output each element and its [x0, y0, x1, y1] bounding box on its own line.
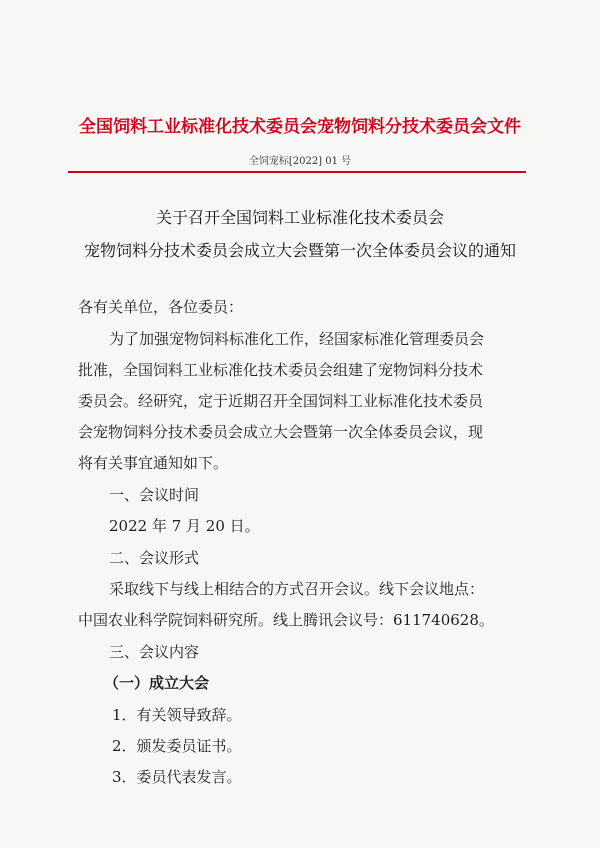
intro-line: 委员会。经研究，定于近期召开全国饲料工业标准化技术委员 — [78, 392, 484, 410]
intro-line: 批准，全国饲料工业标准化技术委员会组建了宠物饲料分技术 — [78, 361, 484, 379]
section-heading-meeting-format: 二、会议形式 — [109, 549, 200, 567]
notice-title-line-1: 关于召开全国饲料工业标准化技术委员会 — [155, 208, 444, 227]
meeting-format-line: 采取线下与线上相结合的方式召开会议。线下会议地点： — [109, 580, 485, 598]
intro-line: 将有关事宜通知如下。 — [78, 454, 229, 472]
agenda-item: 2．颁发委员证书。 — [112, 737, 242, 755]
meeting-format-line: 中国农业科学院饲料研究所。线上腾讯会议号：611740628。 — [78, 611, 494, 629]
subsection-heading-founding-meeting: （一）成立大会 — [104, 674, 210, 692]
intro-line: 为了加强宠物饲料标准化工作，经国家标准化管理委员会 — [109, 330, 485, 348]
section-heading-meeting-time: 一、会议时间 — [109, 486, 200, 504]
document-header-title: 全国饲料工业标准化技术委员会宠物饲料分技术委员会文件 — [79, 117, 521, 137]
meeting-date: 2022 年 7 月 20 日。 — [109, 517, 260, 535]
salutation: 各有关单位，各位委员： — [78, 298, 244, 316]
red-divider-line — [68, 171, 526, 173]
intro-line: 会宠物饲料分技术委员会成立大会暨第一次全体委员会议，现 — [78, 423, 484, 441]
document-number: 全饲宠标[2022] 01 号 — [248, 156, 352, 167]
section-heading-meeting-content: 三、会议内容 — [109, 643, 200, 661]
agenda-item: 1．有关领导致辞。 — [112, 706, 242, 724]
agenda-item: 3．委员代表发言。 — [112, 768, 242, 786]
notice-title-line-2: 宠物饲料分技术委员会成立大会暨第一次全体委员会议的通知 — [83, 241, 516, 260]
